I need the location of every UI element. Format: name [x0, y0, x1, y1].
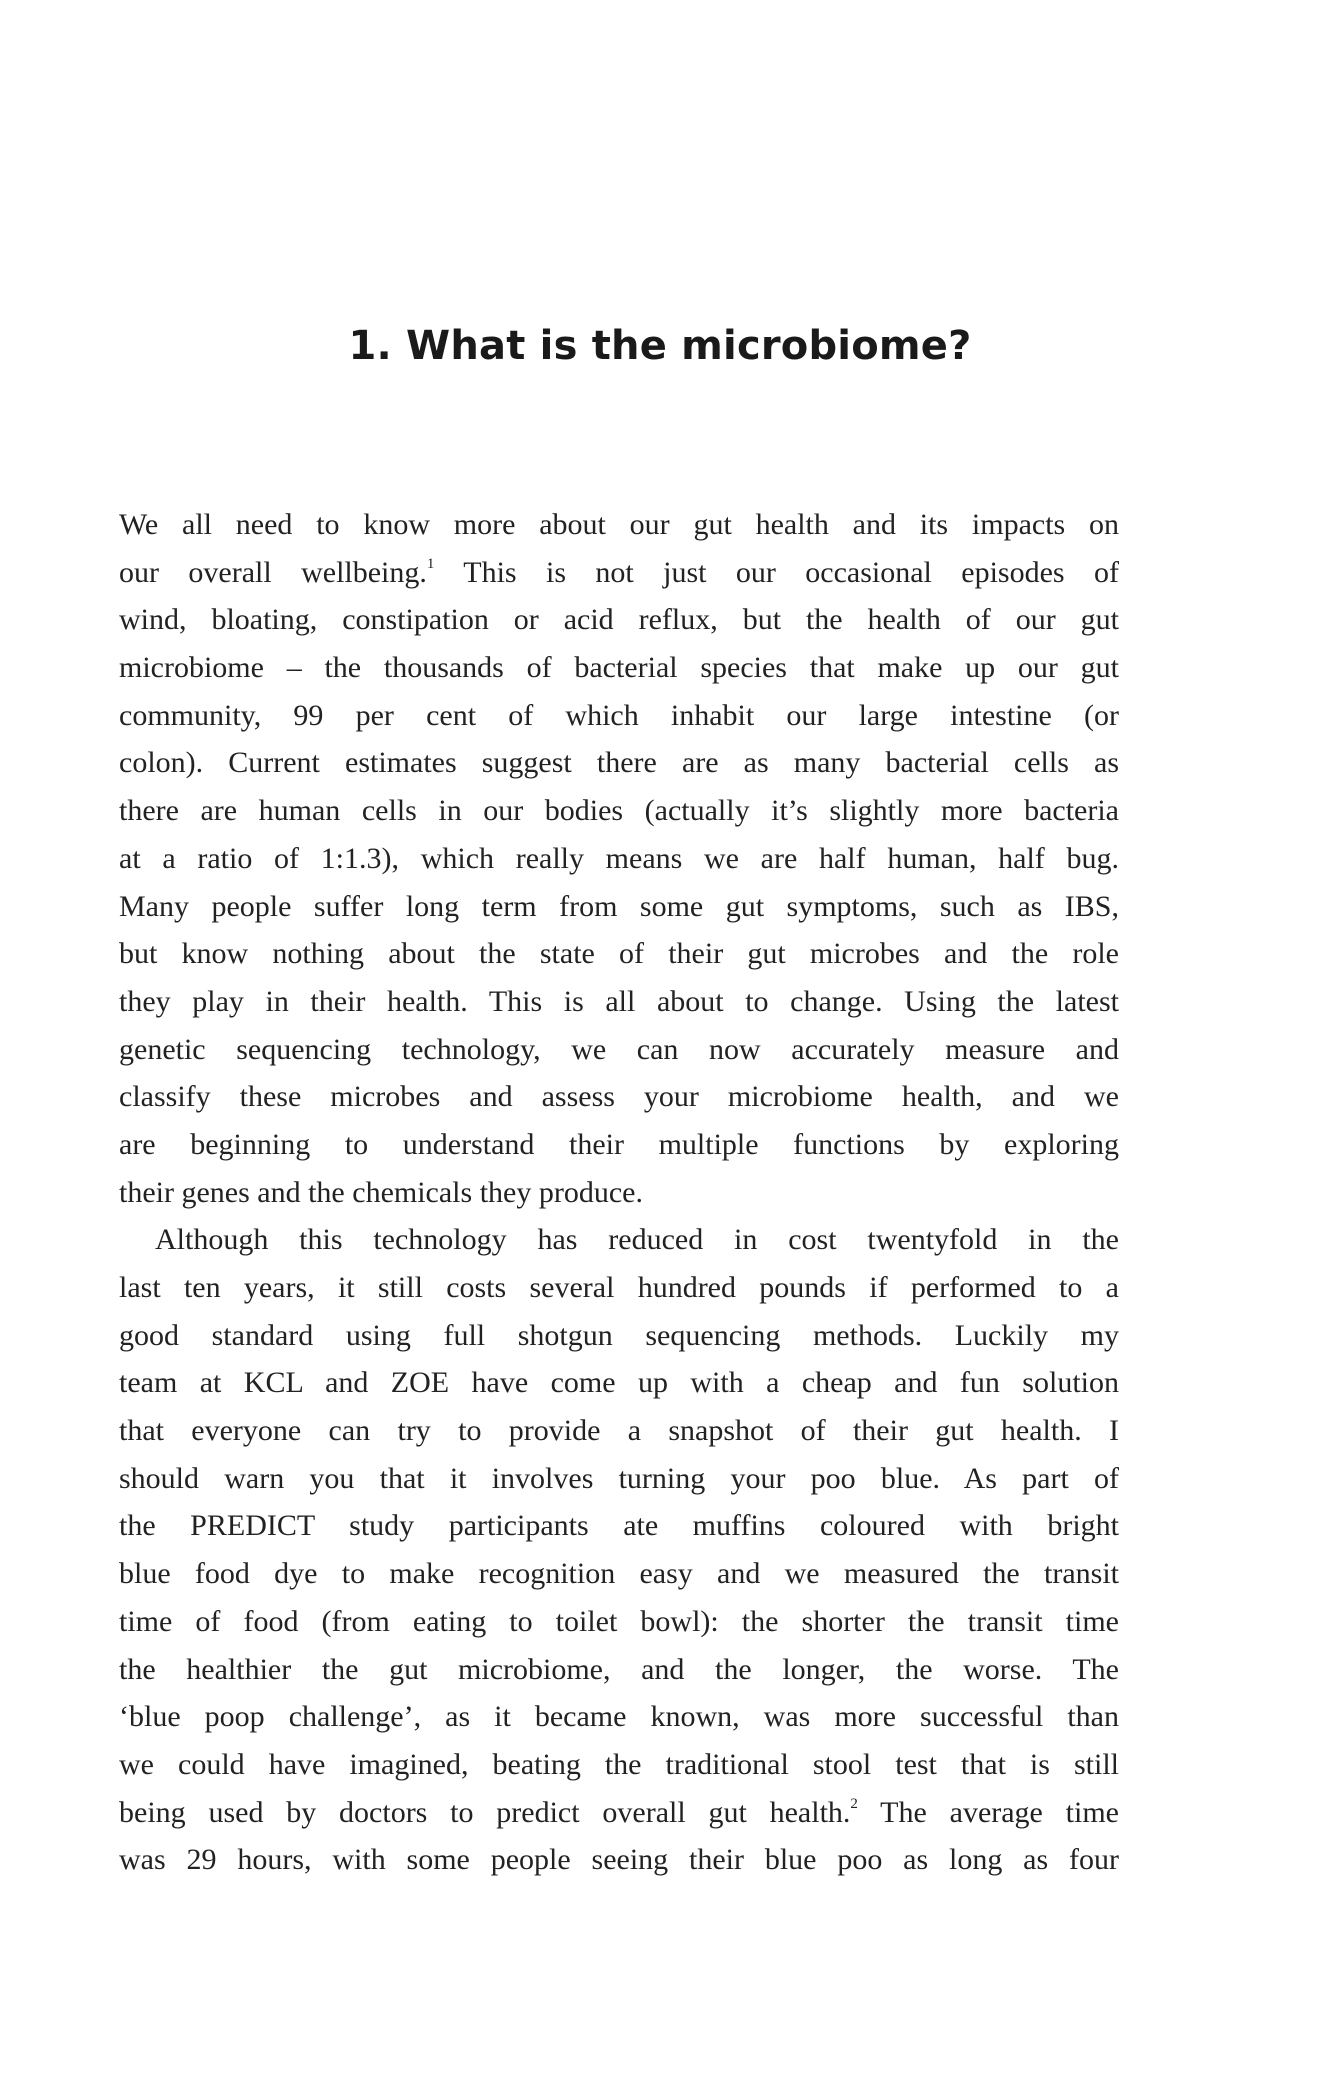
text-line-content: classify these microbes and assess your microbiome health, and we	[119, 1080, 1119, 1114]
text-line	[119, 1073, 1119, 1121]
text-line-content: but know nothing about the state of their gut microbes and the role	[119, 937, 1119, 971]
text-line	[119, 1169, 1119, 1217]
text-line	[119, 1693, 1119, 1741]
text-line	[119, 739, 1119, 787]
text-line-content: wind, bloating, constipation or acid reflux, but the health of our gut	[119, 603, 1119, 637]
text-line-content: their genes and the chemicals they produce.	[119, 1175, 643, 1209]
text-line-content: we could have imagined, beating the traditional stool test that is still	[119, 1747, 1119, 1781]
text-line-content: Although this technology has reduced in cost twentyfold in the	[155, 1223, 1119, 1257]
text-line	[119, 1646, 1119, 1694]
text-line-content: We all need to know more about our gut health and its impacts on	[119, 508, 1119, 541]
text-line	[119, 596, 1119, 644]
text-line	[119, 1121, 1119, 1169]
text-line	[119, 1836, 1119, 1884]
text-line-content: being used by doctors to predict overall gut health.	[119, 1795, 851, 1829]
text-line	[119, 501, 1119, 549]
text-line	[119, 549, 1119, 597]
text-line	[119, 883, 1119, 931]
text-line-continuation: This is not just our occasional episodes of	[434, 555, 1119, 589]
text-line-content: should warn you that it involves turning your poo blue. As part of	[119, 1461, 1119, 1495]
footnote-marker[interactable]: 1	[426, 555, 435, 572]
text-line	[119, 1455, 1119, 1503]
text-line	[119, 1359, 1119, 1407]
text-line	[119, 1550, 1119, 1598]
text-line-content: that everyone can try to provide a snapshot of their gut health. I	[119, 1414, 1119, 1448]
text-line	[119, 1741, 1119, 1789]
text-line-content: at a ratio of 1:1.3), which really means we are half human, half bug.	[119, 841, 1119, 875]
text-line	[119, 1502, 1119, 1550]
text-line	[119, 1407, 1119, 1455]
text-line-content: ‘blue poop challenge’, as it became known, was more successful than	[119, 1700, 1119, 1734]
text-line-content: team at KCL and ZOE have come up with a cheap and fun solution	[119, 1366, 1119, 1400]
text-line-content: time of food (from eating to toilet bowl): the shorter the transit time	[119, 1604, 1119, 1638]
text-line-content: community, 99 per cent of which inhabit our large intestine (or	[119, 698, 1119, 732]
text-line-content: there are human cells in our bodies (actually it’s slightly more bacteria	[119, 794, 1119, 828]
text-line-content: blue food dye to make recognition easy and we measured the transit	[119, 1557, 1119, 1591]
text-line	[119, 692, 1119, 740]
text-line-content: they play in their health. This is all about to change. Using the latest	[119, 984, 1119, 1018]
text-line-content: the healthier the gut microbiome, and the longer, the worse. The	[119, 1652, 1119, 1686]
text-line-content: microbiome – the thousands of bacterial species that make up our gut	[119, 651, 1119, 685]
text-line-content: was 29 hours, with some people seeing their blue poo as long as four	[119, 1843, 1119, 1877]
text-line	[119, 1216, 1119, 1264]
text-line	[119, 1312, 1119, 1360]
text-line-continuation: The average time	[857, 1795, 1119, 1829]
text-line	[119, 835, 1119, 883]
text-line-content: are beginning to understand their multiple functions by exploring	[119, 1127, 1119, 1161]
text-line-content: the PREDICT study participants ate muffins coloured with bright	[119, 1509, 1119, 1543]
text-line	[119, 978, 1119, 1026]
text-line	[119, 1789, 1119, 1837]
text-line	[119, 644, 1119, 692]
text-line	[119, 1598, 1119, 1646]
text-line	[119, 1026, 1119, 1074]
footnote-marker[interactable]: 2	[850, 1795, 858, 1812]
text-line	[119, 787, 1119, 835]
text-line-content: our overall wellbeing.	[119, 555, 427, 589]
body-text	[119, 501, 1119, 1884]
text-line-content: good standard using full shotgun sequencing methods. Luckily my	[119, 1318, 1119, 1352]
text-line-content: Many people suffer long term from some gut symptoms, such as IBS,	[119, 889, 1119, 923]
chapter-title: 1. What is the microbiome?	[348, 322, 972, 369]
text-line-content: colon). Current estimates suggest there are as many bacterial cells as	[119, 746, 1119, 780]
text-line-content: genetic sequencing technology, we can now accurately measure and	[119, 1032, 1119, 1066]
text-line	[119, 930, 1119, 978]
text-line-content: last ten years, it still costs several hundred pounds if performed to a	[119, 1271, 1119, 1304]
text-line	[119, 1264, 1119, 1312]
